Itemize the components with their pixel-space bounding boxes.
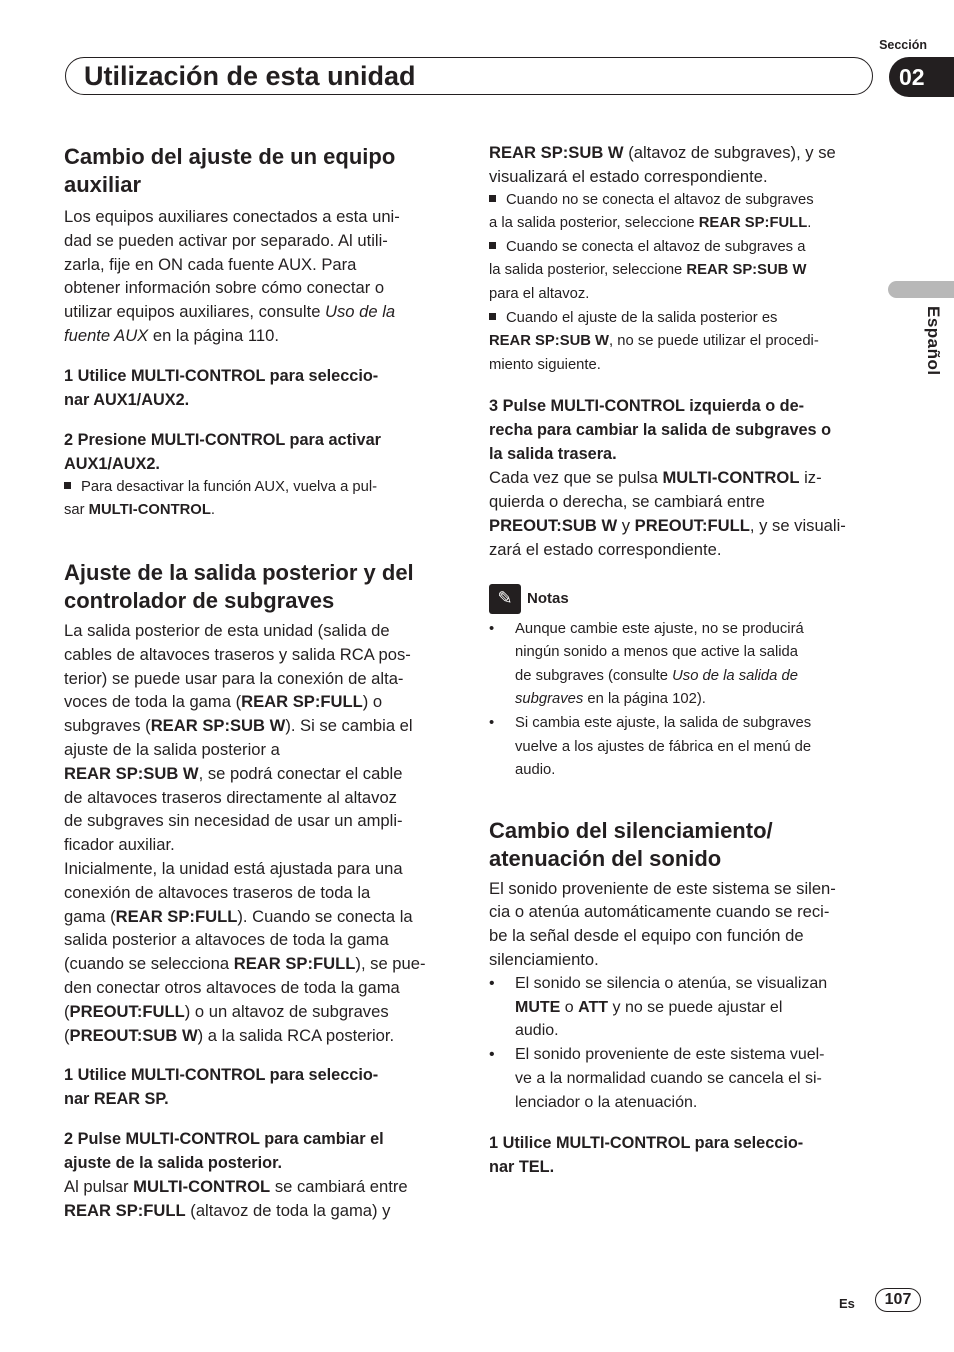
page-title: Utilización de esta unidad bbox=[84, 61, 416, 91]
section-number-badge: 02 bbox=[889, 57, 954, 97]
heading-mute: Cambio del silenciamiento/ atenuación del sonido bbox=[489, 817, 773, 871]
step-switch-sub-output: 3 Pulse MULTI-CONTROL izquierda o de- recha para cambiar la salida de subgraves o la salida trasera. bbox=[489, 397, 832, 464]
step-change-rear-output: 2 Pulse MULTI-CONTROL para cambiar el ajuste de la salida posterior. bbox=[64, 1130, 384, 1173]
note-subwoofer-connected: Cuando se conecta el altavoz de subgraves a la salida posterior, seleccione REAR SP:SUB W para el altavoz. bbox=[489, 238, 807, 302]
note-deactivate-aux: Para desactivar la función AUX, vuelva a pul- sar MULTI-CONTROL. bbox=[64, 478, 378, 519]
paragraph-mute: El sonido proveniente de este sistema se silen- cia o atenúa automáticamente cuando se reci- be la señal desde el equipo con función de silenciamiento. bbox=[489, 878, 836, 970]
step-activate-aux: 2 Presione MULTI-CONTROL para activar AUX1/AUX2. bbox=[64, 430, 381, 473]
step-select-tel: 1 Utilice MULTI-CONTROL para seleccio- nar TEL. bbox=[489, 1133, 804, 1176]
heading-rear-output: Ajuste de la salida posterior y del controlador de subgraves bbox=[64, 559, 414, 613]
section-label: Sección bbox=[879, 38, 927, 52]
heading-aux: Cambio del ajuste de un equipo auxiliar bbox=[64, 144, 396, 197]
mute-bullets bbox=[489, 972, 879, 1115]
step-select-rear-sp: 1 Utilice MULTI-CONTROL para seleccio- nar REAR SP. bbox=[64, 1066, 379, 1109]
language-tab bbox=[888, 281, 954, 298]
square-bullet-icon bbox=[489, 313, 496, 320]
left-column bbox=[64, 143, 454, 1223]
note-procedure-unavailable: Cuando el ajuste de la salida posterior es REAR SP:SUB W, no se puede utilizar el procedi- miento siguiente. bbox=[489, 309, 819, 373]
note-no-subwoofer: Cuando no se conecta el altavoz de subgraves a la salida posterior, seleccione REAR SP:FULL. bbox=[489, 191, 814, 232]
right-column bbox=[489, 141, 879, 1179]
note-item: • Si cambia este ajuste, la salida de subgraves vuelve a los ajustes de fábrica en el menú de audio. bbox=[489, 712, 879, 783]
notes-list bbox=[489, 618, 879, 783]
paragraph-rear-output: La salida posterior de esta unidad (salida de cables de altavoces traseros y salida RCA pos- terior) se puede usar para la conexión de alta- voces de toda la gama (REAR SP:FULL) o subgraves (REAR SP:SUB W). Si se cambia el ajuste de la salida posterior a REAR SP:SUB W, se podrá conectar el cable de altavoces traseros directamente al altavoz de subgraves sin necesidad de usar un ampli- ficador auxiliar. bbox=[64, 620, 413, 855]
paragraph-toggle-preout: Cada vez que se pulsa MULTI-CONTROL iz- quierda o derecha, se cambiará entre PREOUT:SUB W y PREOUT:FULL, y se visuali- zará el estado correspondiente. bbox=[489, 468, 846, 559]
paragraph-toggle-rear: Al pulsar MULTI-CONTROL se cambiará entre REAR SP:FULL (altavoz de toda la gama) y bbox=[64, 1177, 408, 1221]
paragraph-sub-continued: REAR SP:SUB W (altavoz de subgraves), y se visualizará el estado correspondiente. bbox=[489, 143, 836, 186]
list-item: • El sonido se silencia o atenúa, se visualizan MUTE o ATT y no se puede ajustar el audio. bbox=[489, 972, 879, 1043]
square-bullet-icon bbox=[489, 242, 496, 249]
footer-language-code: Es bbox=[839, 1296, 855, 1311]
paragraph-aux: Los equipos auxiliares conectados a esta uni- dad se pueden activar por separado. Al utili- zarla, fije en ON cada fuente AUX. Para obtener información sobre cómo conectar o utilizar equipos auxiliares, consulte Uso de la fuente AUX en la página 110. bbox=[64, 207, 400, 345]
page-number: 107 bbox=[875, 1288, 921, 1312]
step-select-aux: 1 Utilice MULTI-CONTROL para seleccio- nar AUX1/AUX2. bbox=[64, 366, 379, 409]
square-bullet-icon bbox=[64, 482, 71, 489]
notes-title: Notas bbox=[527, 590, 569, 608]
list-item: • El sonido proveniente de este sistema vuel- ve a la normalidad cuando se cancela el si- lenciador o la atenuación. bbox=[489, 1043, 879, 1114]
square-bullet-icon bbox=[489, 195, 496, 202]
language-label: Español bbox=[924, 306, 943, 376]
pencil-note-icon: ✎ bbox=[489, 584, 521, 614]
paragraph-initial-setting: Inicialmente, la unidad está ajustada para una conexión de altavoces traseros de toda la gama (REAR SP:FULL). Cuando se conecta la salida posterior a altavoces de toda la gama (cuando se selecciona REAR SP:FULL), se pue- den conectar otros altavoces de toda la gama (PREOUT:FULL) o un altavoz de subgraves (PREOUT:SUB W) a la salida RCA posterior. bbox=[64, 858, 426, 1045]
note-item: • Aunque cambie este ajuste, no se producirá ningún sonido a menos que active la salida de subgraves (consulte Uso de la salida de subgraves en la página 102). bbox=[489, 618, 879, 712]
notes-header bbox=[489, 584, 879, 614]
